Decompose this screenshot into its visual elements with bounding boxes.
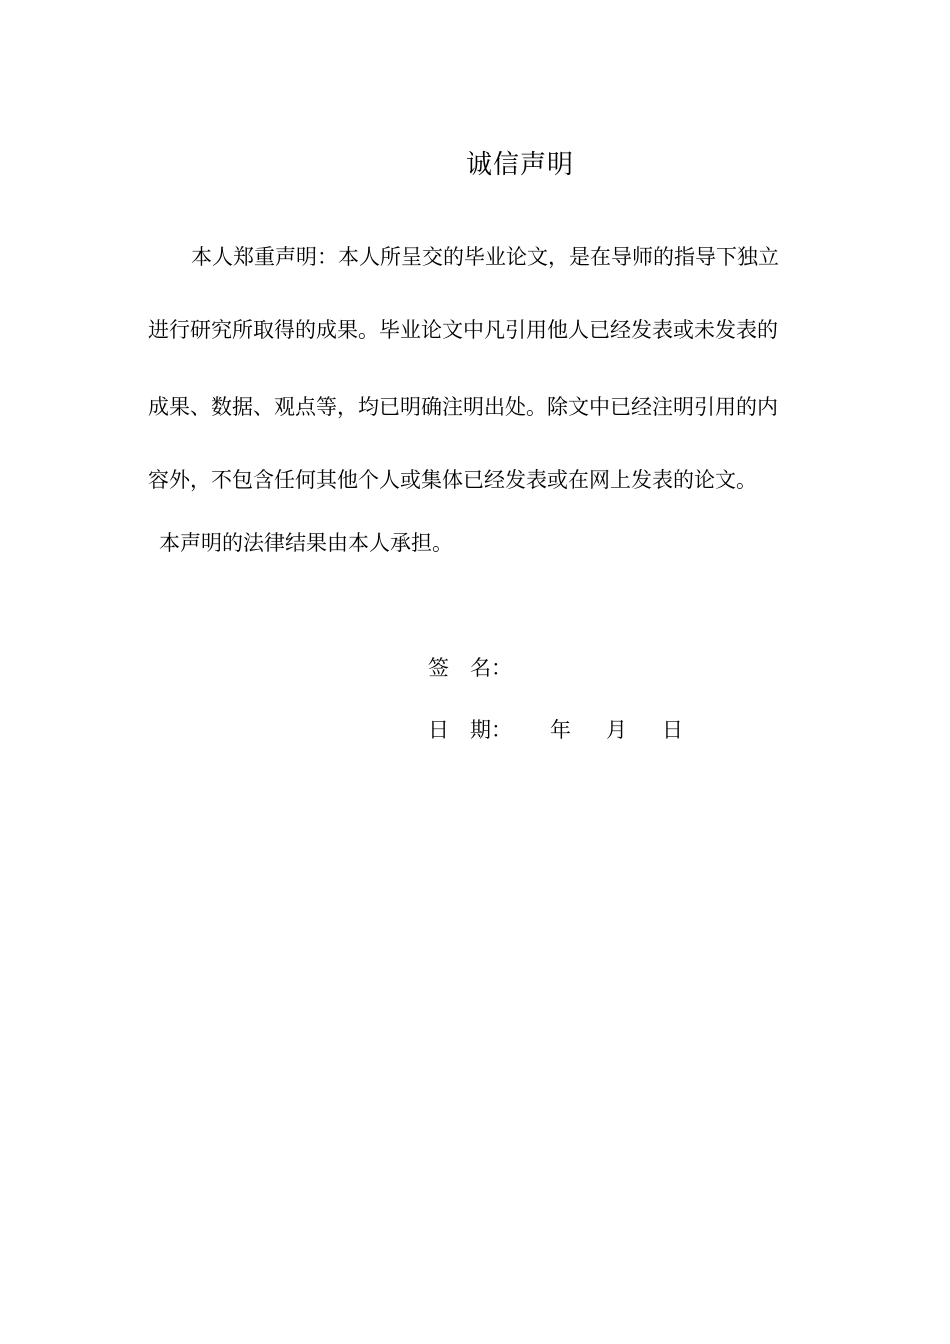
statement-line-1: 本人郑重声明：本人所呈交的毕业论文，是在导师的指导下独立	[191, 245, 779, 269]
date-month-label: 月	[606, 718, 627, 742]
statement-line-2: 进行研究所取得的成果。毕业论文中凡引用他人已经发表或未发表的	[148, 318, 778, 342]
responsibility-line: 本声明的法律结果由本人承担。	[159, 531, 453, 555]
statement-line-4: 容外，不包含任何其他个人或集体已经发表或在网上发表的论文。	[148, 468, 757, 492]
signature-row	[428, 653, 512, 683]
date-label: 日 期：	[428, 718, 512, 742]
page-title: 诚信声明	[465, 150, 574, 180]
signature-label: 签 名：	[428, 656, 512, 680]
date-row	[428, 715, 683, 745]
date-day-label: 日	[662, 718, 683, 742]
statement-line-3: 成果、数据、观点等，均已明确注明出处。除文中已经注明引用的内	[148, 395, 778, 419]
date-year-label: 年	[550, 718, 571, 742]
